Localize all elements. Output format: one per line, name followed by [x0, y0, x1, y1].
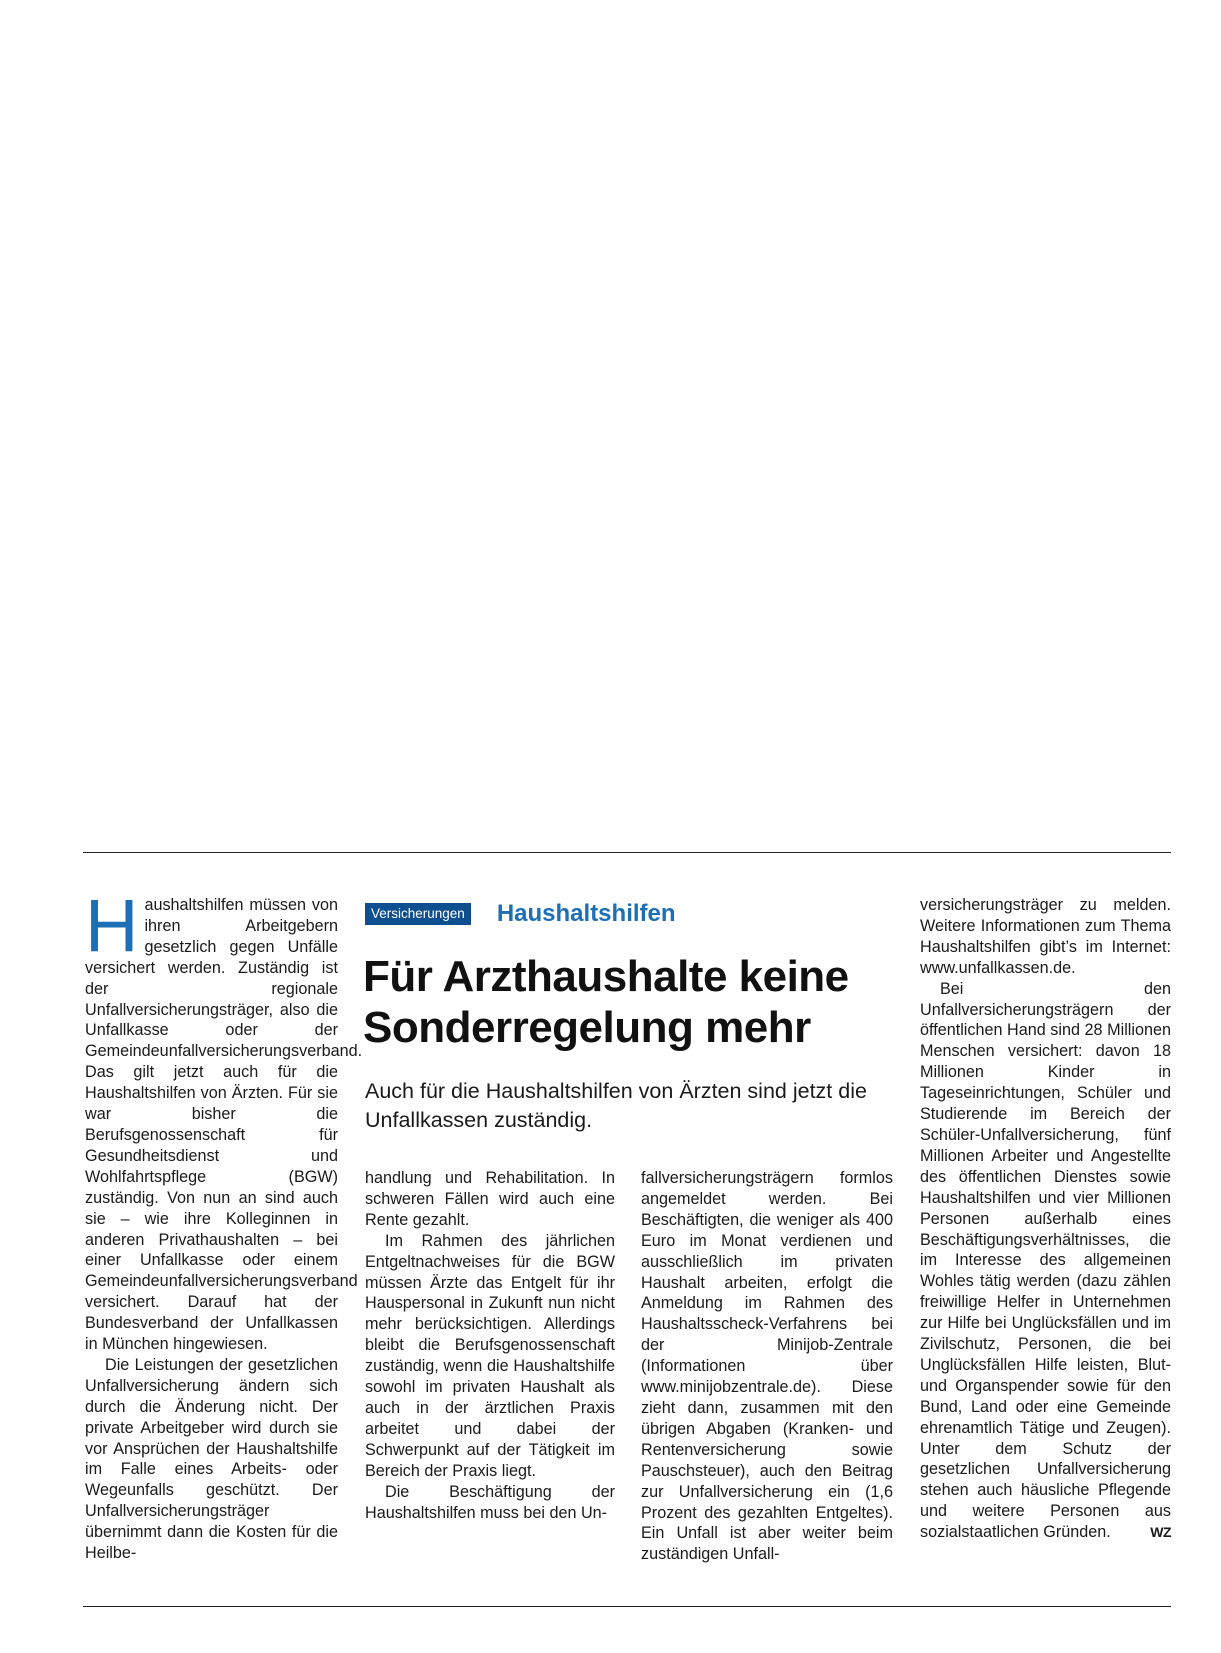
article-column-4	[920, 895, 1171, 1543]
paragraph: Die Leistungen der gesetzlichen Unfallversicherung ändern sich durch die Änderung nicht. Der private Arbeitgeber wird durch sie vor Ansprüchen der Haushaltshilfe im Falle eines Arbeits- oder Wegeunfalls geschützt. Der Unfallversicherungsträger übernimmt dann die Kosten für die Heilbe-	[85, 1355, 338, 1563]
bottom-rule	[83, 1606, 1171, 1607]
article-column-1	[85, 884, 363, 1564]
kicker-row	[365, 900, 676, 928]
paragraph	[920, 979, 1171, 1543]
subheadline: Auch für die Haushaltshilfen von Ärzten sind jetzt die Unfallkassen zuständig.	[365, 1079, 867, 1132]
author-tag: WZ	[1150, 1524, 1171, 1541]
article-column-2	[365, 1168, 615, 1523]
paragraph: versicherungsträger zu melden. Weitere Informationen zum Thema Haushaltshilfen gibt’s im Internet: www.unfallkassen.de.	[920, 896, 1171, 977]
paragraph: Im Rahmen des jährlichen Entgeltnachweises für die BGW müssen Ärzte das Entgelt für ihr Hauspersonal in Zukunft nun nicht mehr berücksichtigen. Allerdings bleibt die Berufsgenossenschaft zuständig, wenn die Haushaltshilfe sowohl im privaten Haushalt als auch in der ärztlichen Praxis arbeitet und dabei der Schwerpunkt auf der Tätigkeit im Bereich der Praxis liegt.	[365, 1231, 615, 1480]
paragraph: aushaltshilfen müssen von ihren Arbeitgebern gesetzlich gegen Unfälle versichert werden. Zuständig ist der regionale Unfallversicherungsträger, also die Unfallkasse oder der Gemeindeunfallversicherungsverband. Das gilt jetzt auch für die Haushaltshilfen von Ärzten. Für sie war bisher die Berufsgenossenschaft für Gesundheitsdienst und Wohlfahrtspflege (BGW) zuständig. Von nun an sind auch sie – wie ihre Kolleginnen in anderen Privathaushalten – bei einer Unfallkasse oder einem Gemeindeunfallversicherungsverband versichert. Darauf hat der Bundesverband der Unfallkassen in München hingewiesen.	[85, 896, 363, 1354]
rubric-badge: Versicherungen	[365, 903, 471, 925]
headline: Für Arzthaushalte keine Sonderregelung mehr	[363, 952, 849, 1052]
paragraph: Die Beschäftigung der Haushaltshilfen muss bei den Un-	[365, 1482, 615, 1522]
paragraph: fallversicherungsträgern formlos angemeldet werden. Bei Beschäftigten, die weniger als 400 Euro im Monat verdienen und ausschließlich im privaten Haushalt arbeiten, erfolgt die Anmeldung im Rahmen des Haushaltsscheck-Verfahrens bei der Minijob-Zentrale (Informationen über www.minijobzentrale.de). Diese zieht dann, zusammen mit den übrigen Abgaben (Kranken- und Rentenversicherung sowie Pauschsteuer), auch den Beitrag zur Unfallversicherung ein (1,6 Prozent des gezahlten Entgeltes). Ein Unfall ist aber weiter beim zuständigen Unfall-	[641, 1169, 893, 1564]
kicker: Haushaltshilfen	[496, 900, 676, 927]
dropcap: H	[85, 884, 139, 967]
top-rule	[83, 852, 1171, 853]
paragraph: handlung und Rehabilitation. In schweren Fällen wird auch eine Rente gezahlt.	[365, 1169, 615, 1229]
paragraph-text: Bei den Unfallversicherungsträgern der öffentlichen Hand sind 28 Millionen Menschen versichert: davon 18 Millionen Kinder in Tageseinrichtungen, Schüler und Studierende im Bereich der Schüler-Unfallversicherung, fünf Millionen Arbeiter und Angestellte des öffentlichen Dienstes sowie Haushaltshilfen und vier Millionen Personen außerhalb eines Beschäftigungsverhältnisses, die im Interesse des allgemeinen Wohles tätig werden (dazu zählen freiwillige Helfer in Unternehmen zur Hilfe bei Unglücksfällen und im Zivilschutz, Personen, die bei Unglücksfällen Hilfe leisten, Blut- und Organspender sowie für den Bund, Land oder eine Gemeinde ehrenamtlich Tätige und Zeugen). Unter dem Schutz der gesetzlichen Unfallversicherung stehen auch häusliche Pflegende und weitere Personen aus sozialstaatlichen Gründen.	[920, 979, 1171, 1542]
article-column-3	[641, 1168, 893, 1565]
